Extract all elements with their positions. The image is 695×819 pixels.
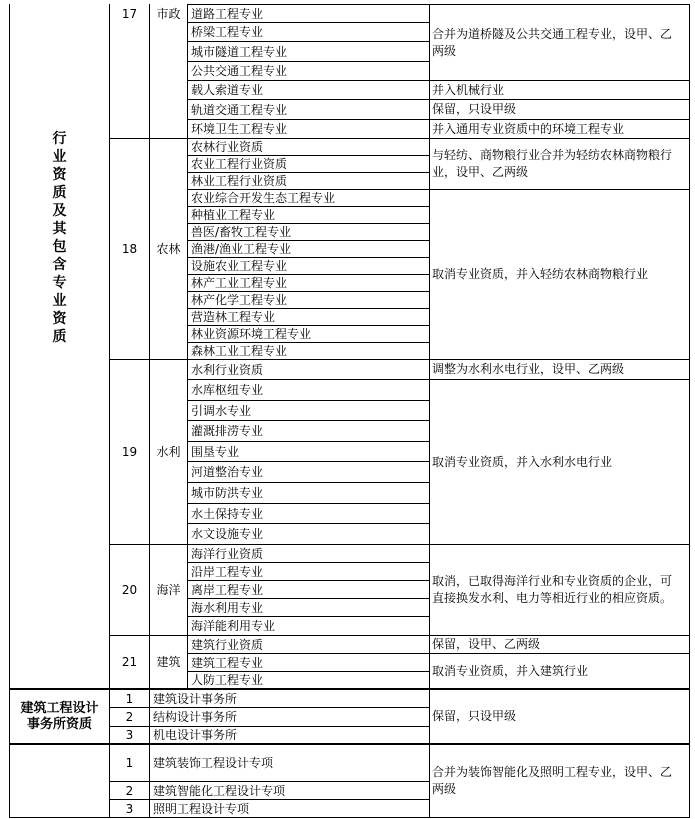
section-label-design-firm xyxy=(10,690,110,745)
remark-cell: 取消专业资质，并入水利水电行业 xyxy=(430,380,690,545)
specialty-cell: 沿岸工程专业 xyxy=(188,563,430,581)
industry-name: 建筑 xyxy=(150,636,188,690)
special-item-cell: 照明工程设计专项 xyxy=(150,800,430,818)
specialty-cell: 水库枢纽专业 xyxy=(188,380,430,401)
specialty-cell: 人防工程专业 xyxy=(188,672,430,690)
specialty-cell: 设施农业工程专业 xyxy=(188,258,430,275)
specialty-cell: 林业工程行业资质 xyxy=(188,173,430,190)
remark-cell: 并入机械行业 xyxy=(430,81,690,100)
specialty-cell: 载人索道专业 xyxy=(188,81,430,100)
remark-cell: 合并为装饰智能化及照明工程专业，设甲、乙两级 xyxy=(430,745,690,818)
industry-number: 20 xyxy=(110,545,150,636)
specialty-cell: 农业综合开发生态工程专业 xyxy=(188,190,430,207)
remark-cell: 取消，已取得海洋行业和专业资质的企业，可直接换发水利、电力等相近行业的相应资质。 xyxy=(430,545,690,636)
specialty-cell: 道路工程专业 xyxy=(188,4,430,23)
specialty-cell: 城市隧道工程专业 xyxy=(188,42,430,62)
industry-number: 21 xyxy=(110,636,150,690)
row-number: 2 xyxy=(110,708,150,727)
row-number: 3 xyxy=(110,727,150,745)
specialty-cell: 灌溉排涝专业 xyxy=(188,421,430,442)
specialty-cell: 森林工业工程专业 xyxy=(188,343,430,360)
industry-name: 市政 xyxy=(150,4,188,139)
industry-number: 17 xyxy=(110,4,150,139)
industry-name: 农林 xyxy=(150,139,188,360)
specialty-cell: 公共交通工程专业 xyxy=(188,62,430,81)
specialty-cell: 环境卫生工程专业 xyxy=(188,120,430,139)
industry-number: 19 xyxy=(110,360,150,545)
specialty-cell: 营造林工程专业 xyxy=(188,309,430,326)
specialty-cell: 建筑工程专业 xyxy=(188,654,430,672)
row-number: 2 xyxy=(110,782,150,800)
specialty-cell: 海洋能利用专业 xyxy=(188,617,430,636)
specialty-cell: 海洋行业资质 xyxy=(188,545,430,563)
firm-type-cell: 建筑设计事务所 xyxy=(150,690,430,708)
specialty-cell: 城市防洪专业 xyxy=(188,483,430,504)
specialty-cell: 渔港/渔业工程专业 xyxy=(188,241,430,258)
specialty-cell: 轨道交通工程专业 xyxy=(188,100,430,120)
specialty-cell: 引调水专业 xyxy=(188,401,430,421)
section-label-industry-qualification xyxy=(10,4,110,690)
industry-number: 18 xyxy=(110,139,150,360)
remark-cell: 取消专业资质，并入轻纺农林商物粮行业 xyxy=(430,190,690,360)
remark-cell: 取消专业资质，并入建筑行业 xyxy=(430,654,690,690)
specialty-cell: 种植业工程专业 xyxy=(188,207,430,224)
specialty-cell: 水土保持专业 xyxy=(188,504,430,524)
industry-name: 水利 xyxy=(150,360,188,545)
remark-cell: 调整为水利水电行业，设甲、乙两级 xyxy=(430,360,690,380)
qualification-table xyxy=(9,4,690,818)
specialty-cell: 水文设施专业 xyxy=(188,524,430,545)
specialty-cell: 农业工程行业资质 xyxy=(188,156,430,173)
specialty-cell: 农林行业资质 xyxy=(188,139,430,156)
specialty-cell: 离岸工程专业 xyxy=(188,581,430,599)
specialty-cell: 海水利用专业 xyxy=(188,599,430,617)
specialty-cell: 水利行业资质 xyxy=(188,360,430,380)
specialty-cell: 桥梁工程专业 xyxy=(188,23,430,42)
remark-cell: 保留，设甲、乙两级 xyxy=(430,636,690,654)
section-label-text: 行业资质及其包含专业资质 xyxy=(52,131,67,345)
specialty-cell: 建筑行业资质 xyxy=(188,636,430,654)
remark-cell: 保留，只设甲级 xyxy=(430,690,690,745)
remark-cell: 合并为道桥隧及公共交通工程专业，设甲、乙两级 xyxy=(430,4,690,81)
specialty-cell: 林产工业工程专业 xyxy=(188,275,430,292)
section-label-empty xyxy=(10,745,110,818)
specialty-cell: 林业资源环境工程专业 xyxy=(188,326,430,343)
firm-type-cell: 结构设计事务所 xyxy=(150,708,430,727)
industry-name: 海洋 xyxy=(150,545,188,636)
section-label-text: 建筑工程设计事务所资质 xyxy=(20,700,99,732)
specialty-cell: 河道整治专业 xyxy=(188,462,430,483)
special-item-cell: 建筑装饰工程设计专项 xyxy=(150,745,430,782)
row-number: 1 xyxy=(110,690,150,708)
specialty-cell: 兽医/畜牧工程专业 xyxy=(188,224,430,241)
specialty-cell: 围垦专业 xyxy=(188,442,430,462)
firm-type-cell: 机电设计事务所 xyxy=(150,727,430,745)
remark-cell: 与轻纺、商物粮行业合并为轻纺农林商物粮行业，设甲、乙两级 xyxy=(430,139,690,190)
remark-cell: 保留，只设甲级 xyxy=(430,100,690,120)
row-number: 3 xyxy=(110,800,150,818)
special-item-cell: 建筑智能化工程设计专项 xyxy=(150,782,430,800)
specialty-cell: 林产化学工程专业 xyxy=(188,292,430,309)
row-number: 1 xyxy=(110,745,150,782)
remark-cell: 并入通用专业资质中的环境工程专业 xyxy=(430,120,690,139)
